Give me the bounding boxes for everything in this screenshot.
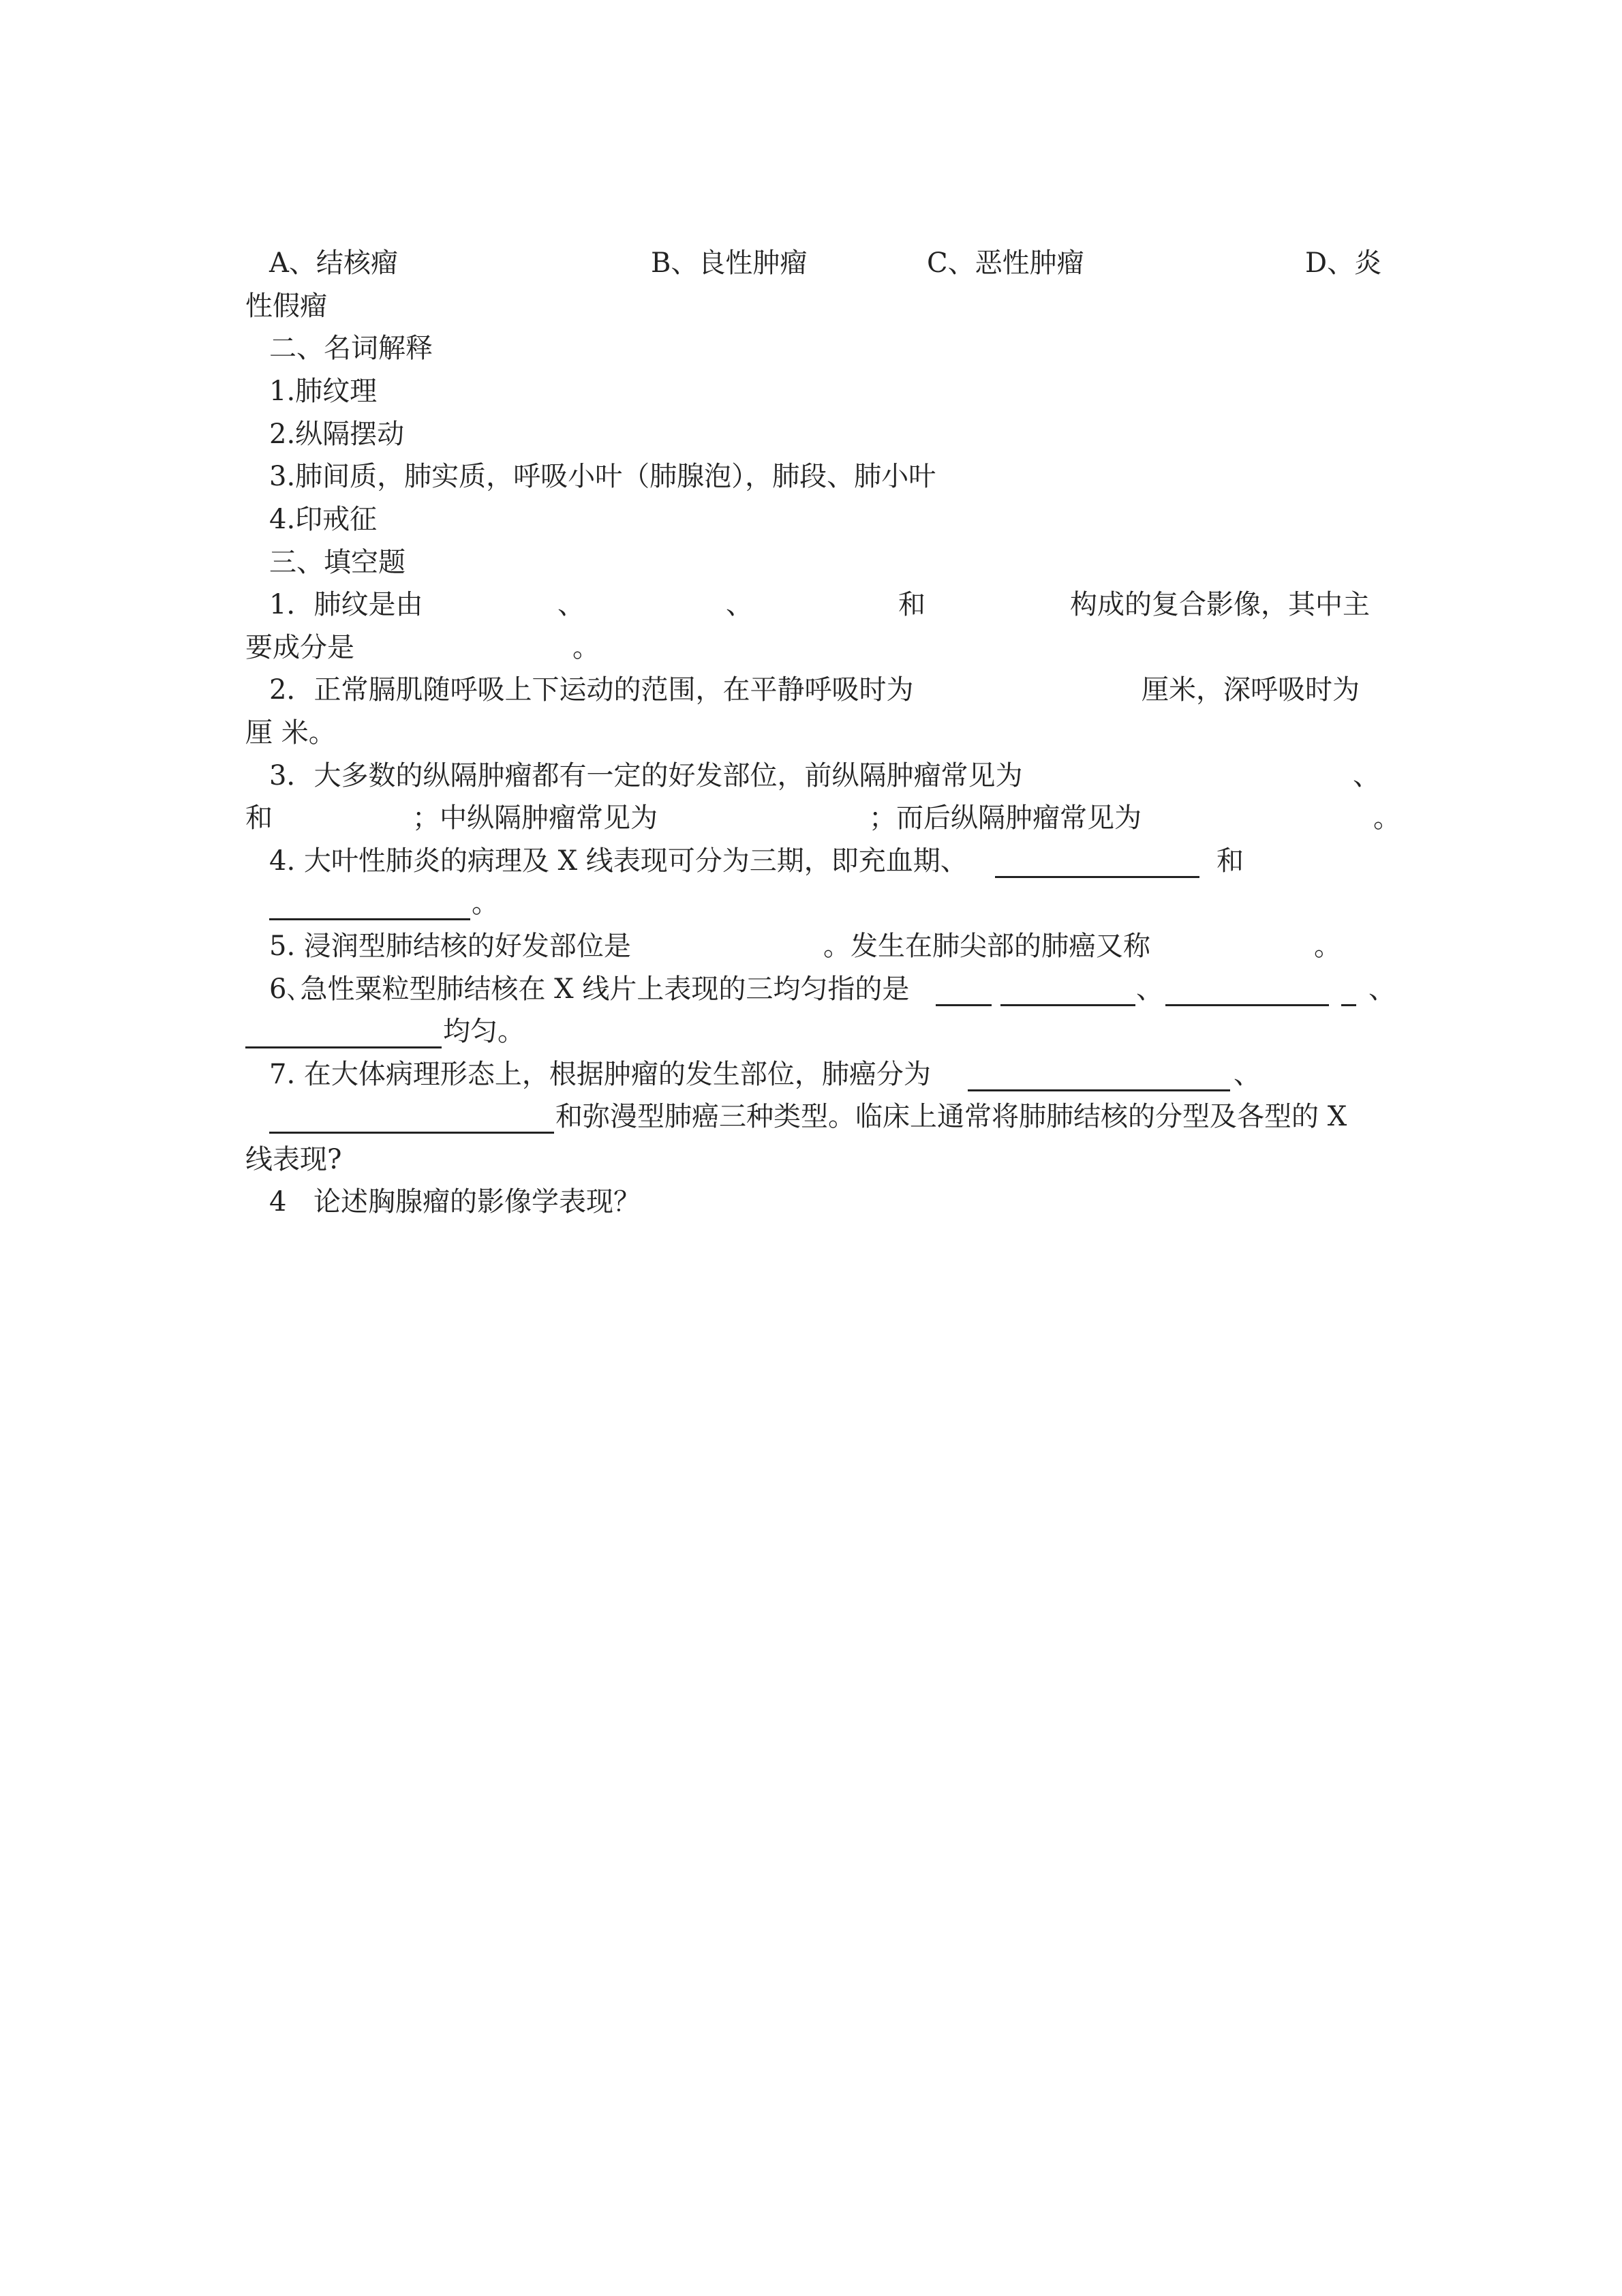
answer-blank[interactable] [936, 974, 992, 1006]
question-3-line-1: 3．大多数的纵隔肿瘤都有一定的好发部位，前纵隔肿瘤常见为 、 [269, 760, 1380, 791]
answer-blank[interactable] [1165, 974, 1329, 1006]
question-4-line-2: 。 [245, 882, 1377, 924]
option-a: A、结核瘤 [269, 247, 398, 279]
term-item: 3.肺间质，肺实质，呼吸小叶（肺腺泡），肺段、肺小叶 [269, 461, 936, 492]
option-c: C、恶性肿瘤 [927, 247, 1084, 279]
term-item: 2.纵隔摆动 [269, 419, 405, 450]
question-1-line-1: 1．肺纹是由 、 、 和 构成的复合影像，其中主 [269, 589, 1370, 620]
question-6-line-1: 6､急性粟粒型肺结核在 X 线片上表现的三均匀指的是 、 、 [269, 973, 1396, 1005]
question-1-line-2: 要成分是 。 [245, 632, 600, 663]
answer-blank[interactable] [1341, 974, 1356, 1006]
term-item: 4.印戒征 [269, 504, 378, 535]
answer-blank[interactable] [269, 1102, 554, 1134]
mc-options-row [245, 242, 1382, 284]
question-2-line-1: 2．正常膈肌随呼吸上下运动的范围，在平静呼吸时为 厘米，深呼吸时为 [269, 674, 1360, 706]
term-item: 1.肺纹理 [269, 376, 378, 407]
question-7-line-2: 和弥漫型肺癌三种类型。临床上通常将肺肺结核的分型及各型的 X [245, 1096, 1377, 1138]
option-d: D、炎 [1305, 247, 1382, 279]
question-2-line-2: 厘 米。 [245, 717, 336, 749]
question-5: 5. 浸润型肺结核的好发部位是 。发生在肺尖部的肺癌又称 。 [269, 931, 1341, 962]
answer-blank[interactable] [245, 1016, 442, 1048]
mc-option-d-continuation: 性假瘤 [245, 290, 327, 322]
section-heading-fill: 三、填空题 [269, 547, 406, 578]
question-7-line-1: 7. 在大体病理形态上，根据肿瘤的发生部位，肺癌分为 、 [269, 1059, 1261, 1090]
essay-question: 4 论述胸腺瘤的影像学表现？ [269, 1186, 641, 1218]
answer-blank[interactable] [269, 888, 470, 920]
question-6-line-2: 均匀。 [245, 1010, 1377, 1053]
answer-blank[interactable] [1000, 974, 1135, 1006]
answer-blank[interactable] [995, 846, 1199, 878]
question-3-line-2: 和 ；中纵隔肿瘤常见为 ；而后纵隔肿瘤常见为 。 [245, 802, 1401, 834]
option-b: B、良性肿瘤 [651, 247, 808, 279]
question-7-line-3: 线表现? [245, 1144, 342, 1175]
section-heading-terms: 二、名词解释 [269, 333, 433, 364]
answer-blank[interactable] [968, 1059, 1230, 1091]
question-4-line-1: 4. 大叶性肺炎的病理及 X 线表现可分为三期，即充血期、 和 [269, 845, 1244, 877]
